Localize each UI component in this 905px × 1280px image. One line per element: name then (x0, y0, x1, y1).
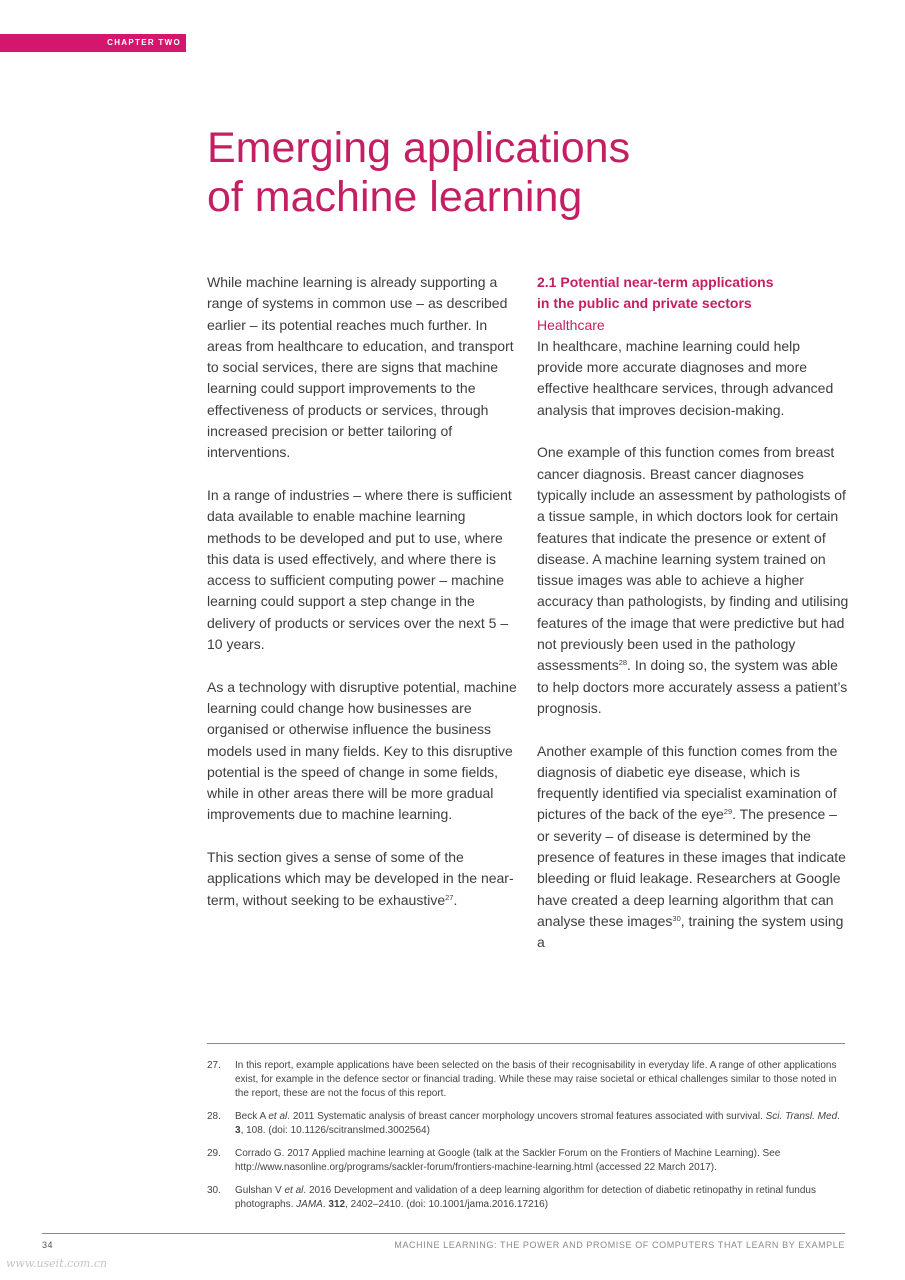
chapter-label: CHAPTER TWO (107, 38, 181, 47)
footnote-ref-30[interactable]: 30 (672, 913, 681, 923)
paragraph-text: This section gives a sense of some of the applications which may be developed in the near-term, without seeking to be exhaustive (207, 849, 514, 908)
paragraph-text: . The presence – or severity – of disease is determined by the presence of features in these images that indicate bleeding or fluid leakage. Researchers at Google have created a deep learning algorithm that can analyse these images (537, 806, 846, 929)
paragraph-text: . In doing so, the system was able to help doctors more accurately assess a patient’s prognosis. (537, 657, 848, 716)
footnote-journal: JAMA (296, 1199, 323, 1210)
footnotes (207, 1059, 845, 1221)
paragraph-end: . (453, 891, 458, 908)
footnote-text (235, 1184, 845, 1212)
footer-divider (42, 1233, 845, 1234)
footnote-divider (207, 1043, 845, 1044)
footnote-part: , 108. (doi: 10.1126/scitranslmed.3002564) (240, 1125, 430, 1136)
footnote-journal: Sci. Transl. Med (765, 1111, 838, 1122)
footnote-28 (207, 1110, 845, 1138)
body-paragraph: In healthcare, machine learning could help provide more accurate diagnoses and more effective healthcare services, through advanced analysis that improves decision-making. (537, 337, 834, 418)
footnote-part: Beck A (235, 1111, 269, 1122)
footnote-part: . 2011 Systematic analysis of breast cancer morphology uncovers stromal features associated with survival. (287, 1111, 766, 1122)
paragraph-text: , training the system using a (537, 912, 844, 951)
footnote-ref-29[interactable]: 29 (723, 807, 733, 817)
running-footer-title: MACHINE LEARNING: THE POWER AND PROMISE OF COMPUTERS THAT LEARN BY EXAMPLE (394, 1240, 845, 1250)
left-column (207, 272, 517, 911)
section-heading-line-2: in the public and private sectors (537, 295, 752, 312)
footnote-30 (207, 1184, 845, 1212)
watermark: www.useit.com.cn (6, 1257, 108, 1270)
footnote-number: 27. (207, 1060, 221, 1071)
footnote-part: . 2016 Development and validation of a deep learning algorithm for detection of diabetic retinopathy in retinal fundus photographs. (235, 1185, 816, 1210)
footnote-part: , 2402–2410. (doi: 10.1001/jama.2016.17216) (345, 1199, 549, 1210)
footnote-volume: 3 (235, 1125, 241, 1136)
body-paragraph: As a technology with disruptive potential, machine learning could change how businesses are organised or otherwise influence the business models used in many fields. Key to this disruptive potential is the speed of change in some fields, while in other areas there will be more gradual improvements due to machine learning. (207, 678, 517, 823)
section-heading-line-1: 2.1 Potential near-term applications (537, 274, 774, 290)
subheading-healthcare: Healthcare (537, 316, 605, 333)
footnote-number: 29. (207, 1148, 221, 1159)
page-title-line-1: Emerging applications (207, 124, 631, 172)
chapter-tab (0, 34, 186, 52)
footnote-volume: 312 (328, 1199, 346, 1210)
footnote-part: et al (284, 1185, 304, 1196)
page-number: 34 (42, 1240, 54, 1250)
body-paragraph (537, 741, 849, 954)
footnote-29 (207, 1147, 845, 1175)
paragraph-text: One example of this function comes from breast cancer diagnosis. Breast cancer diagnoses typically include an assessment by pathologists of a tissue sample, in which doctors look for certain features that indicate the presence or extent of disease. A machine learning system trained on tissue images was able to achieve a higher accuracy than pathologists, by finding and utilising features of the image that were predictive but had not previously been used in the pathology assessments (537, 444, 849, 674)
footnote-27 (207, 1059, 845, 1101)
footnote-part: . (322, 1199, 329, 1210)
page-title-line-2: of machine learning (207, 173, 583, 221)
right-column (537, 272, 849, 954)
footnote-part: et al (268, 1111, 288, 1122)
body-paragraph: While machine learning is already supporting a range of systems in common use – as described earlier – its potential reaches much further. In areas from healthcare to education, and transport to social services, there are signs that machine learning could support improvements to the effectiveness of products or services, through increased precision or better tailoring of interventions. (207, 274, 514, 461)
body-paragraph (537, 442, 849, 719)
footnote-number: 28. (207, 1111, 221, 1122)
section-heading (537, 272, 849, 315)
footnote-number: 30. (207, 1185, 221, 1196)
footnote-ref-27[interactable]: 27 (445, 892, 454, 902)
body-paragraph (207, 847, 517, 911)
footnote-part: Gulshan V (235, 1185, 285, 1196)
footnote-text: In this report, example applications have been selected on the basis of their recognisability in everyday life. A range of other applications exist, for example in the defence sector or financial trading. While these may raise societal or ethical challenges similar to those noted in the report, these are not the focus of this report. (235, 1060, 837, 1099)
page-title (207, 124, 847, 222)
footnote-text: Corrado G. 2017 Applied machine learning at Google (talk at the Sackler Forum on the Frontiers of Machine Learning). See http://www.nasonline.org/programs/sackler-forum/frontiers-machine-learning.html (accessed 22 March 2017). (235, 1148, 781, 1173)
paragraph-text: Another example of this function comes from the diagnosis of diabetic eye disease, which is frequently identified via specialist examination of pictures of the back of the eye (537, 742, 838, 823)
body-paragraph: In a range of industries – where there is sufficient data available to enable machine learning methods to be developed and put to use, where this data is used effectively, and where there is access to sufficient computing power – machine learning could support a step change in the delivery of products or services over the next 5 – 10 years. (207, 486, 512, 653)
footnote-ref-28[interactable]: 28 (618, 658, 628, 668)
footnote-text (235, 1110, 845, 1138)
footnote-part: . (837, 1111, 840, 1122)
